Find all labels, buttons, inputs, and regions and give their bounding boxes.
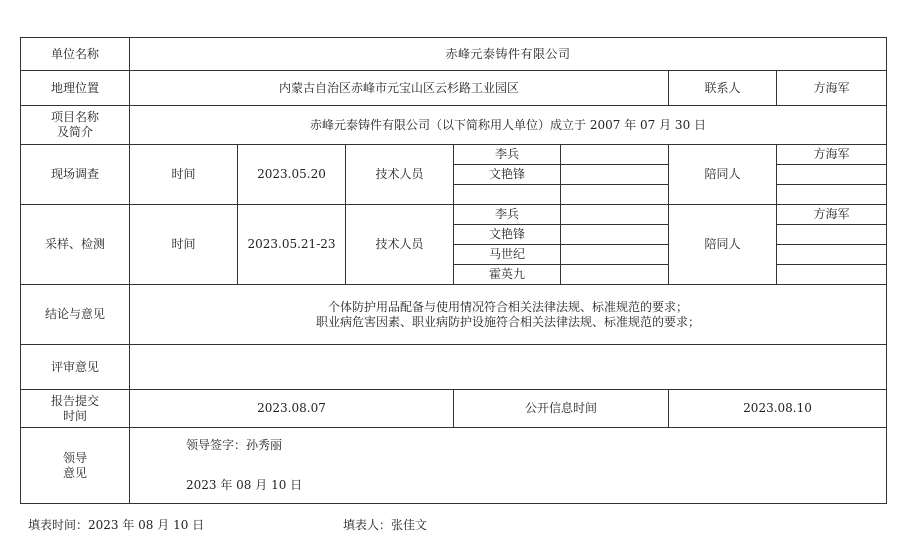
- survey-technician-note: [561, 185, 669, 205]
- survey-accompany: 方海军: [777, 145, 887, 165]
- filler-text: 填表人：张佳文: [343, 518, 428, 532]
- row-report: [21, 390, 887, 428]
- report-date: 2023.08.07: [130, 390, 454, 428]
- row-project: [21, 106, 887, 145]
- row-review: [21, 345, 887, 390]
- sampling-technician-note: [561, 245, 669, 265]
- conclusion-text: [130, 285, 887, 345]
- location-value: 内蒙古自治区赤峰市元宝山区云杉路工业园区: [130, 71, 669, 106]
- leader-label: [21, 428, 130, 504]
- conclusion-line-2: 职业病危害因素、职业病防护设施符合相关法律法规、标准规范的要求；: [316, 314, 701, 329]
- row-location: [21, 71, 887, 106]
- leader-label-line2: 意见: [62, 465, 87, 480]
- sampling-time-label: 时间: [130, 205, 238, 285]
- review-label: 评审意见: [21, 345, 130, 390]
- survey-time-label: 时间: [130, 145, 238, 205]
- leader-signature: 领导签字：孙秀丽: [186, 438, 283, 452]
- disclosure-label: 公开信息时间: [454, 390, 669, 428]
- report-form-table: [20, 37, 887, 504]
- sampling-accompany-label: 陪同人: [669, 205, 777, 285]
- report-label: [21, 390, 130, 428]
- sampling-technician: 李兵: [454, 205, 561, 225]
- survey-technician: 文艳锋: [454, 165, 561, 185]
- unit-name-label: 单位名称: [21, 38, 130, 71]
- leader-date: 2023 年 08 月 10 日: [186, 478, 303, 492]
- conclusion-line-1: 个体防护用品配备与使用情况符合相关法律法规、标准规范的要求；: [328, 299, 689, 314]
- leader-opinion: [130, 428, 887, 504]
- contact-label: 联系人: [669, 71, 777, 106]
- fill-time-text: 填表时间：2023 年 08 月 10 日: [28, 518, 205, 532]
- leader-label-line1: 领导: [62, 450, 87, 465]
- survey-technician-note: [561, 145, 669, 165]
- row-conclusion: [21, 285, 887, 345]
- sampling-accompany: [777, 245, 887, 265]
- sampling-technician: 马世纪: [454, 245, 561, 265]
- survey-technician: 李兵: [454, 145, 561, 165]
- review-value: [130, 345, 887, 390]
- sampling-technician-note: [561, 205, 669, 225]
- sampling-accompany: [777, 225, 887, 245]
- location-label: 地理位置: [21, 71, 130, 106]
- row-unit-name: [21, 38, 887, 71]
- sampling-accompany: [777, 265, 887, 285]
- conclusion-label: 结论与意见: [21, 285, 130, 345]
- survey-time-value: 2023.05.20: [238, 145, 346, 205]
- survey-label: 现场调查: [21, 145, 130, 205]
- sampling-row-1: [21, 205, 887, 225]
- project-label-line2: 及简介: [56, 125, 93, 139]
- unit-name-value: 赤峰元泰铸件有限公司: [130, 38, 887, 71]
- project-label-line1: 项目名称: [50, 110, 99, 124]
- sampling-technician-note: [561, 265, 669, 285]
- survey-accompany-label: 陪同人: [669, 145, 777, 205]
- survey-tech-label: 技术人员: [346, 145, 454, 205]
- survey-row-1: [21, 145, 887, 165]
- survey-accompany: [777, 185, 887, 205]
- footer-fill-time: [28, 516, 204, 533]
- row-leader: [21, 428, 887, 504]
- sampling-label: 采样、检测: [21, 205, 130, 285]
- report-label-line1: 报告提交: [50, 393, 99, 408]
- survey-technician: [454, 185, 561, 205]
- project-description: 赤峰元泰铸件有限公司（以下简称用人单位）成立于 2007 年 07 月 30 日: [130, 106, 887, 145]
- sampling-accompany: 方海军: [777, 205, 887, 225]
- contact-value: 方海军: [777, 71, 887, 106]
- sampling-technician: 文艳锋: [454, 225, 561, 245]
- sampling-technician-note: [561, 225, 669, 245]
- report-label-line2: 时间: [62, 408, 87, 423]
- sampling-tech-label: 技术人员: [346, 205, 454, 285]
- footer-filler: [343, 516, 427, 533]
- disclosure-date: 2023.08.10: [669, 390, 887, 428]
- sampling-time-value: 2023.05.21-23: [238, 205, 346, 285]
- survey-technician-note: [561, 165, 669, 185]
- sampling-technician: 霍英九: [454, 265, 561, 285]
- survey-accompany: [777, 165, 887, 185]
- project-label: [21, 106, 130, 145]
